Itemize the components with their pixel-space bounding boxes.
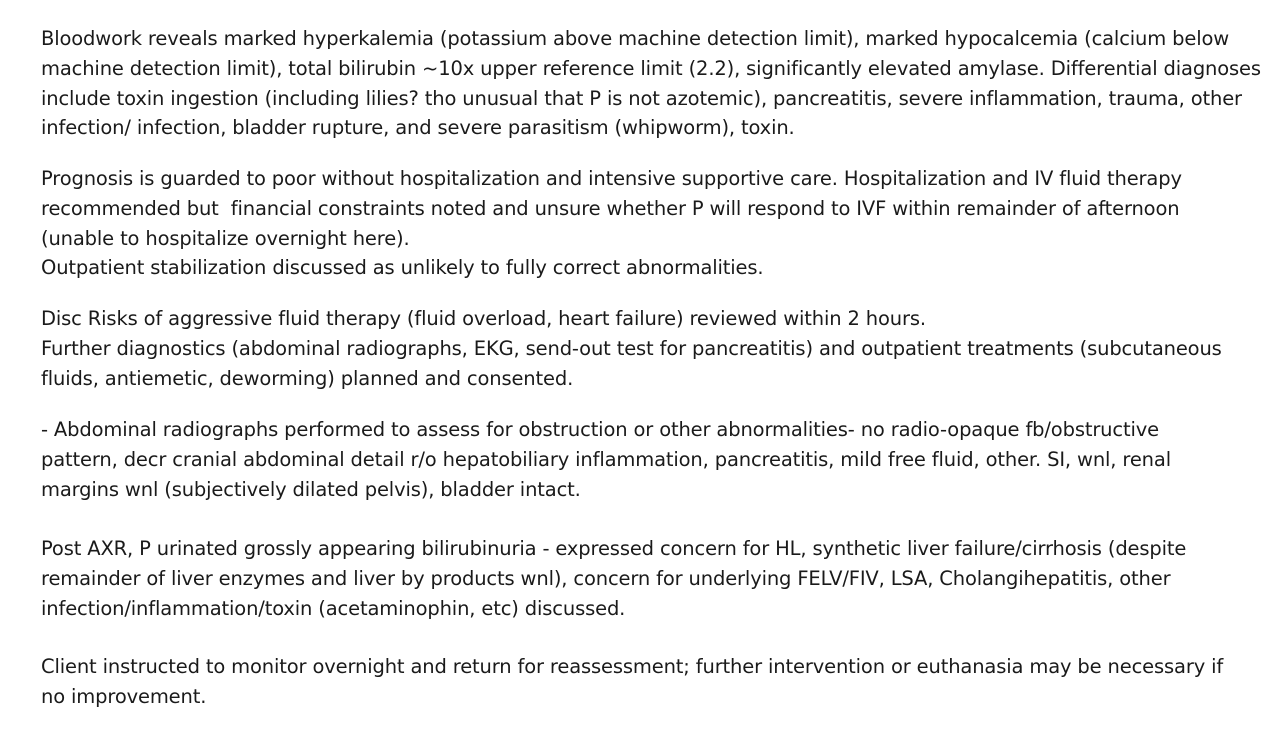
text-line: machine detection limit), total bilirubin ~10x upper reference limit (2.2), significantly elevated amylase. Differential diagnoses	[41, 56, 1261, 80]
text-line: Outpatient stabilization discussed as unlikely to fully correct abnormalities.	[41, 256, 764, 280]
text-line: remainder of liver enzymes and liver by products wnl), concern for underlying FELV/FIV, LSA, Cholangihepatitis, other	[41, 566, 1171, 590]
paragraph-client-instructions	[41, 652, 1223, 712]
text-line: (unable to hospitalize overnight here).	[41, 226, 410, 250]
text-line: infection/inflammation/toxin (acetaminophin, etc) discussed.	[41, 596, 626, 620]
text-line: fluids, antiemetic, deworming) planned and consented.	[41, 366, 574, 390]
paragraph-bloodwork	[41, 24, 1261, 143]
text-line: Further diagnostics (abdominal radiographs, EKG, send-out test for pancreatitis) and outpatient treatments (subcutaneous	[41, 336, 1222, 360]
text-line: pattern, decr cranial abdominal detail r/o hepatobiliary inflammation, pancreatitis, mild free fluid, other. SI, wnl, renal	[41, 447, 1171, 471]
text-line: include toxin ingestion (including lilies? tho unusual that P is not azotemic), pancreatitis, severe inflammation, trauma, other	[41, 86, 1242, 110]
text-line: no improvement.	[41, 684, 207, 708]
text-line: Prognosis is guarded to poor without hospitalization and intensive supportive care. Hospitalization and IV fluid therapy	[41, 167, 1182, 190]
text-line: - Abdominal radiographs performed to assess for obstruction or other abnormalities- no radio-opaque fb/obstructive	[41, 418, 1159, 441]
paragraph-prognosis	[41, 164, 1182, 283]
paragraph-fluid-therapy-risks	[41, 304, 1222, 393]
text-line: infection/ infection, bladder rupture, and severe parasitism (whipworm), toxin.	[41, 116, 795, 140]
paragraph-radiographs	[41, 415, 1171, 504]
text-line: Post AXR, P urinated grossly appearing bilirubinuria - expressed concern for HL, synthetic liver failure/cirrhosis (despite	[41, 537, 1187, 560]
text-line: Client instructed to monitor overnight and return for reassessment; further intervention or euthanasia may be necessary if	[41, 655, 1224, 678]
text-line: recommended but financial constraints noted and unsure whether P will respond to IVF within remainder of afternoon	[41, 196, 1180, 220]
text-line: margins wnl (subjectively dilated pelvis), bladder intact.	[41, 477, 581, 501]
text-line: Disc Risks of aggressive fluid therapy (fluid overload, heart failure) reviewed within 2 hours.	[41, 307, 926, 330]
text-line: Bloodwork reveals marked hyperkalemia (potassium above machine detection limit), marked hypocalcemia (calcium below	[41, 27, 1230, 50]
paragraph-post-axr	[41, 534, 1186, 623]
